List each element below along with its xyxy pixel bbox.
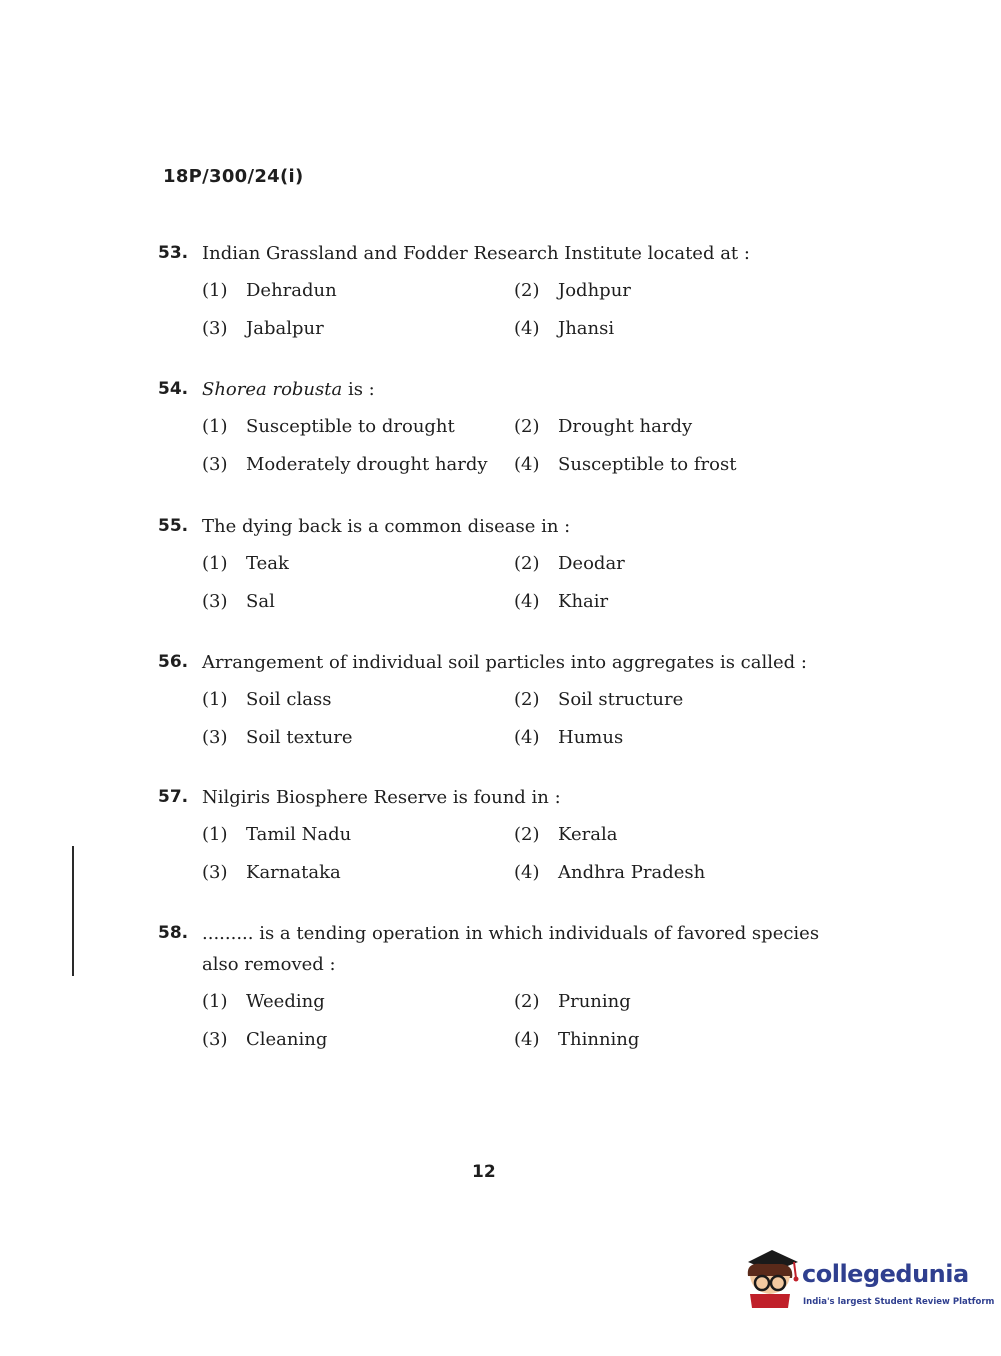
question-text: Indian Grassland and Fodder Research Institute located at : xyxy=(202,243,750,264)
margin-rule xyxy=(72,846,74,976)
question-53 xyxy=(158,238,838,344)
question-text: Nilgiris Biosphere Reserve is found in : xyxy=(202,787,561,808)
option-3: (3) Moderately drought hardy xyxy=(202,454,488,475)
options-grid xyxy=(202,986,838,1055)
option-4: (4) Khair xyxy=(514,591,609,612)
document-code: 18P/300/24(i) xyxy=(163,166,304,187)
question-text: ......... is a tending operation in which individuals of favored species also removed : xyxy=(202,923,820,975)
option-3: (3) Soil texture xyxy=(202,727,353,748)
option-4: (4) Humus xyxy=(514,727,624,748)
options-grid xyxy=(202,275,838,344)
option-1: (1) Teak xyxy=(202,553,289,574)
option-1: (1) Tamil Nadu xyxy=(202,824,352,845)
question-text: The dying back is a common disease in : xyxy=(202,516,571,537)
option-4: (4) Jhansi xyxy=(514,318,615,339)
options-grid xyxy=(202,411,838,480)
option-3: (3) Sal xyxy=(202,591,275,612)
option-3: (3) Jabalpur xyxy=(202,318,324,339)
option-2: (2) Jodhpur xyxy=(514,280,631,301)
brand-logo xyxy=(742,1248,995,1318)
question-number: 58. xyxy=(158,923,189,943)
option-2: (2) Kerala xyxy=(514,824,618,845)
question-number: 57. xyxy=(158,787,189,807)
question-57 xyxy=(158,782,838,888)
page-number: 12 xyxy=(472,1162,496,1182)
option-4: (4) Susceptible to frost xyxy=(514,454,737,475)
option-1: (1) Weeding xyxy=(202,991,325,1012)
question-58 xyxy=(158,918,838,1055)
option-2: (2) Deodar xyxy=(514,553,625,574)
question-number: 54. xyxy=(158,379,189,399)
option-3: (3) Cleaning xyxy=(202,1029,328,1050)
species-name: Shorea robusta xyxy=(202,379,343,400)
options-grid xyxy=(202,819,838,888)
question-55 xyxy=(158,511,838,617)
option-1: (1) Soil class xyxy=(202,689,332,710)
brand-name: collegedunia xyxy=(802,1260,969,1288)
question-text: Shorea robusta is : xyxy=(202,379,375,400)
brand-tagline: India's largest Student Review Platform xyxy=(803,1297,995,1307)
options-grid xyxy=(202,684,838,753)
option-2: (2) Pruning xyxy=(514,991,631,1012)
option-1: (1) Susceptible to drought xyxy=(202,416,455,437)
option-4: (4) Andhra Pradesh xyxy=(514,862,706,883)
question-number: 56. xyxy=(158,652,189,672)
mascot-icon xyxy=(742,1248,800,1312)
question-54 xyxy=(158,374,838,480)
option-4: (4) Thinning xyxy=(514,1029,640,1050)
option-3: (3) Karnataka xyxy=(202,862,341,883)
option-2: (2) Soil structure xyxy=(514,689,684,710)
option-2: (2) Drought hardy xyxy=(514,416,693,437)
question-text: Arrangement of individual soil particles into aggregates is called : xyxy=(202,652,807,673)
question-number: 55. xyxy=(158,516,189,536)
options-grid xyxy=(202,548,838,617)
option-1: (1) Dehradun xyxy=(202,280,337,301)
question-56 xyxy=(158,647,838,753)
question-number: 53. xyxy=(158,243,189,263)
